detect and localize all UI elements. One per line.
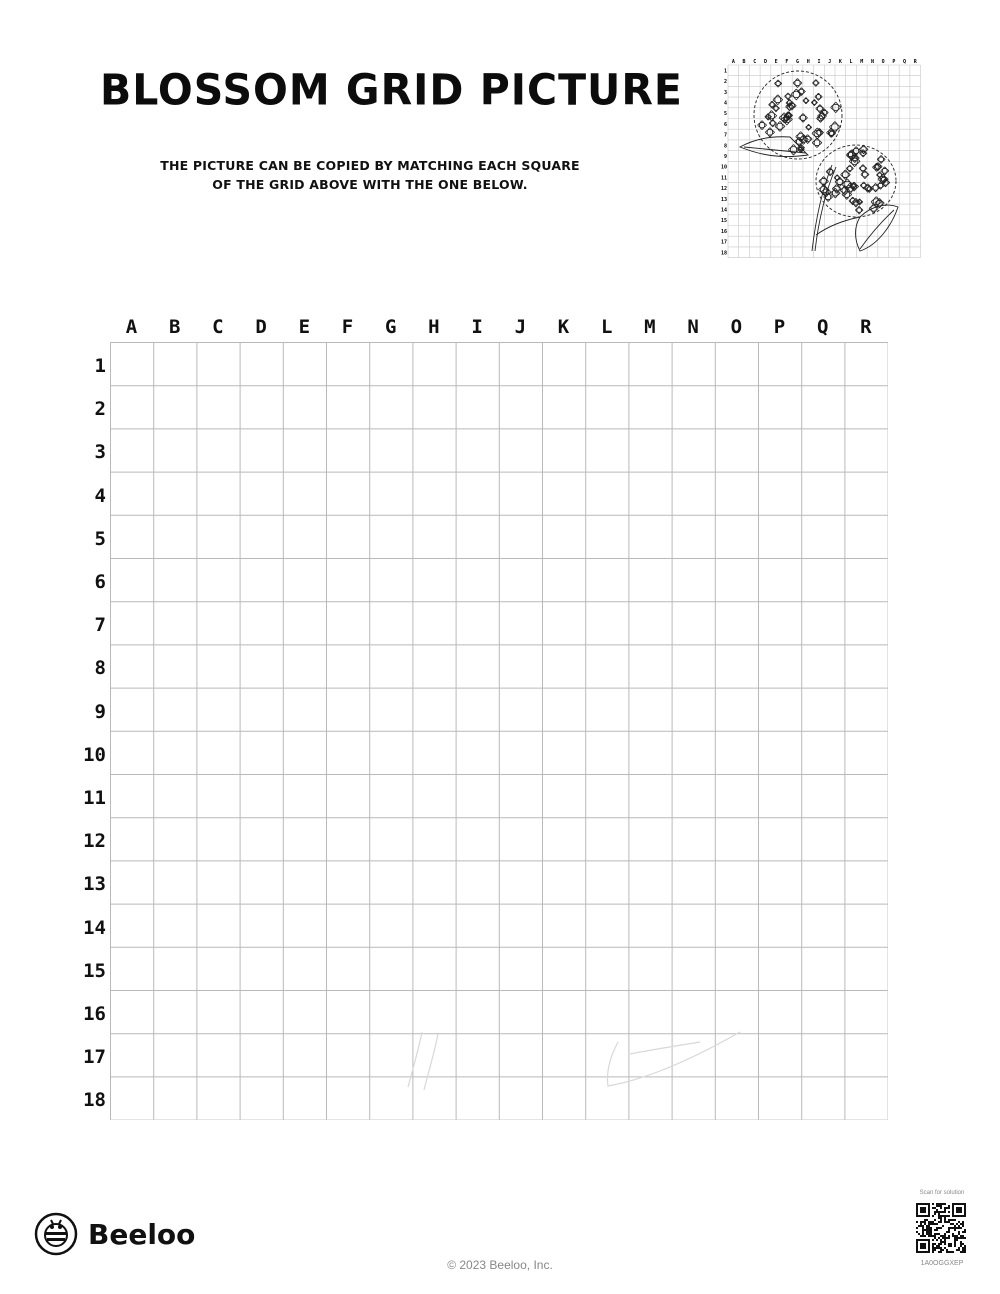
reference-row-label: 4 [723,100,727,107]
row-label-10: 10 [83,743,106,766]
reference-row-label: 18 [720,250,727,257]
row-label-7: 7 [94,614,106,637]
reference-row-label: 1 [723,68,727,75]
reference-column-label: G [796,59,800,65]
reference-row-label: 15 [720,218,727,225]
beeloo-logo[interactable] [34,1212,195,1256]
column-label-h: H [428,316,440,338]
row-label-11: 11 [83,787,106,809]
column-label-c: C [212,316,224,338]
row-label-1: 1 [94,355,106,377]
reference-column-label: B [742,59,746,65]
row-label-15: 15 [83,959,106,982]
column-label-a: A [125,316,138,338]
brand-name: Beeloo [88,1217,196,1251]
reference-column-label: D [763,59,767,65]
reference-row-label: 6 [723,121,727,128]
reference-column-label: E [774,59,778,65]
row-label-5: 5 [94,527,106,550]
copyright: © 2023 Beeloo, Inc. [447,1258,553,1272]
row-label-12: 12 [83,830,106,853]
column-label-k: K [557,316,570,338]
column-label-b: B [168,316,181,338]
reference-row-label: 3 [723,89,727,96]
column-label-o: O [730,316,743,338]
row-label-4: 4 [94,484,106,507]
reference-column-label: L [849,59,853,65]
reference-row-label: 5 [723,111,727,118]
reference-row-label: 10 [720,164,727,171]
instructions-line-1: THE PICTURE CAN BE COPIED BY MATCHING EACH SQUARE [160,158,580,173]
reference-column-label: M [860,59,864,65]
row-label-9: 9 [94,700,106,723]
row-label-3: 3 [94,441,106,464]
row-label-14: 14 [83,916,106,939]
qr-code[interactable] [916,1203,968,1255]
column-label-n: N [687,316,699,338]
column-label-d: D [255,316,267,338]
column-label-g: G [384,316,397,338]
column-label-m: M [644,316,656,338]
row-label-16: 16 [83,1003,106,1025]
column-label-r: R [860,316,872,338]
qr-code-id: 1A0OGGXEP [920,1260,964,1267]
reference-row-label: 17 [720,239,727,246]
reference-column-label: H [806,59,810,65]
reference-column-label: F [785,59,789,65]
column-label-j: J [514,316,527,338]
instructions-line-2: OF THE GRID ABOVE WITH THE ONE BELOW. [212,177,528,192]
reference-row-label: 11 [720,175,727,182]
column-label-e: E [298,316,311,338]
reference-row-label: 2 [723,79,727,86]
page-title: BLOSSOM GRID PICTURE [100,64,683,116]
reference-column-label: R [913,59,917,65]
reference-column-label: J [828,59,832,65]
bee-icon [34,1212,78,1256]
reference-column-label: A [731,59,735,65]
reference-column-label: Q [903,59,907,65]
reference-row-label: 16 [720,228,727,235]
reference-row-label: 13 [720,196,727,203]
column-label-p: P [773,316,786,338]
reference-row-label: 7 [723,132,727,139]
column-label-f: F [341,316,354,338]
reference-column-label: K [838,59,842,65]
column-label-l: L [600,316,613,338]
grid-cells[interactable] [110,342,888,1120]
row-label-17: 17 [83,1046,106,1069]
reference-column-label: N [870,59,874,65]
column-label-i: I [471,316,483,338]
column-label-q: Q [816,316,829,338]
row-label-2: 2 [94,398,106,421]
reference-column-label: O [881,59,885,65]
reference-row-label: 12 [720,186,727,193]
reference-row-label: 14 [720,207,727,214]
row-label-8: 8 [94,657,106,680]
reference-column-label: I [817,59,821,65]
qr-caption: Scan for solution [919,1190,965,1196]
reference-row-label: 8 [723,143,727,150]
reference-row-label: 9 [723,153,727,160]
row-label-13: 13 [83,873,106,896]
signature-watermark [408,1032,740,1090]
reference-column-label: P [892,59,896,65]
reference-column-label: C [753,59,757,65]
row-label-18: 18 [83,1089,106,1112]
row-label-6: 6 [94,571,106,593]
